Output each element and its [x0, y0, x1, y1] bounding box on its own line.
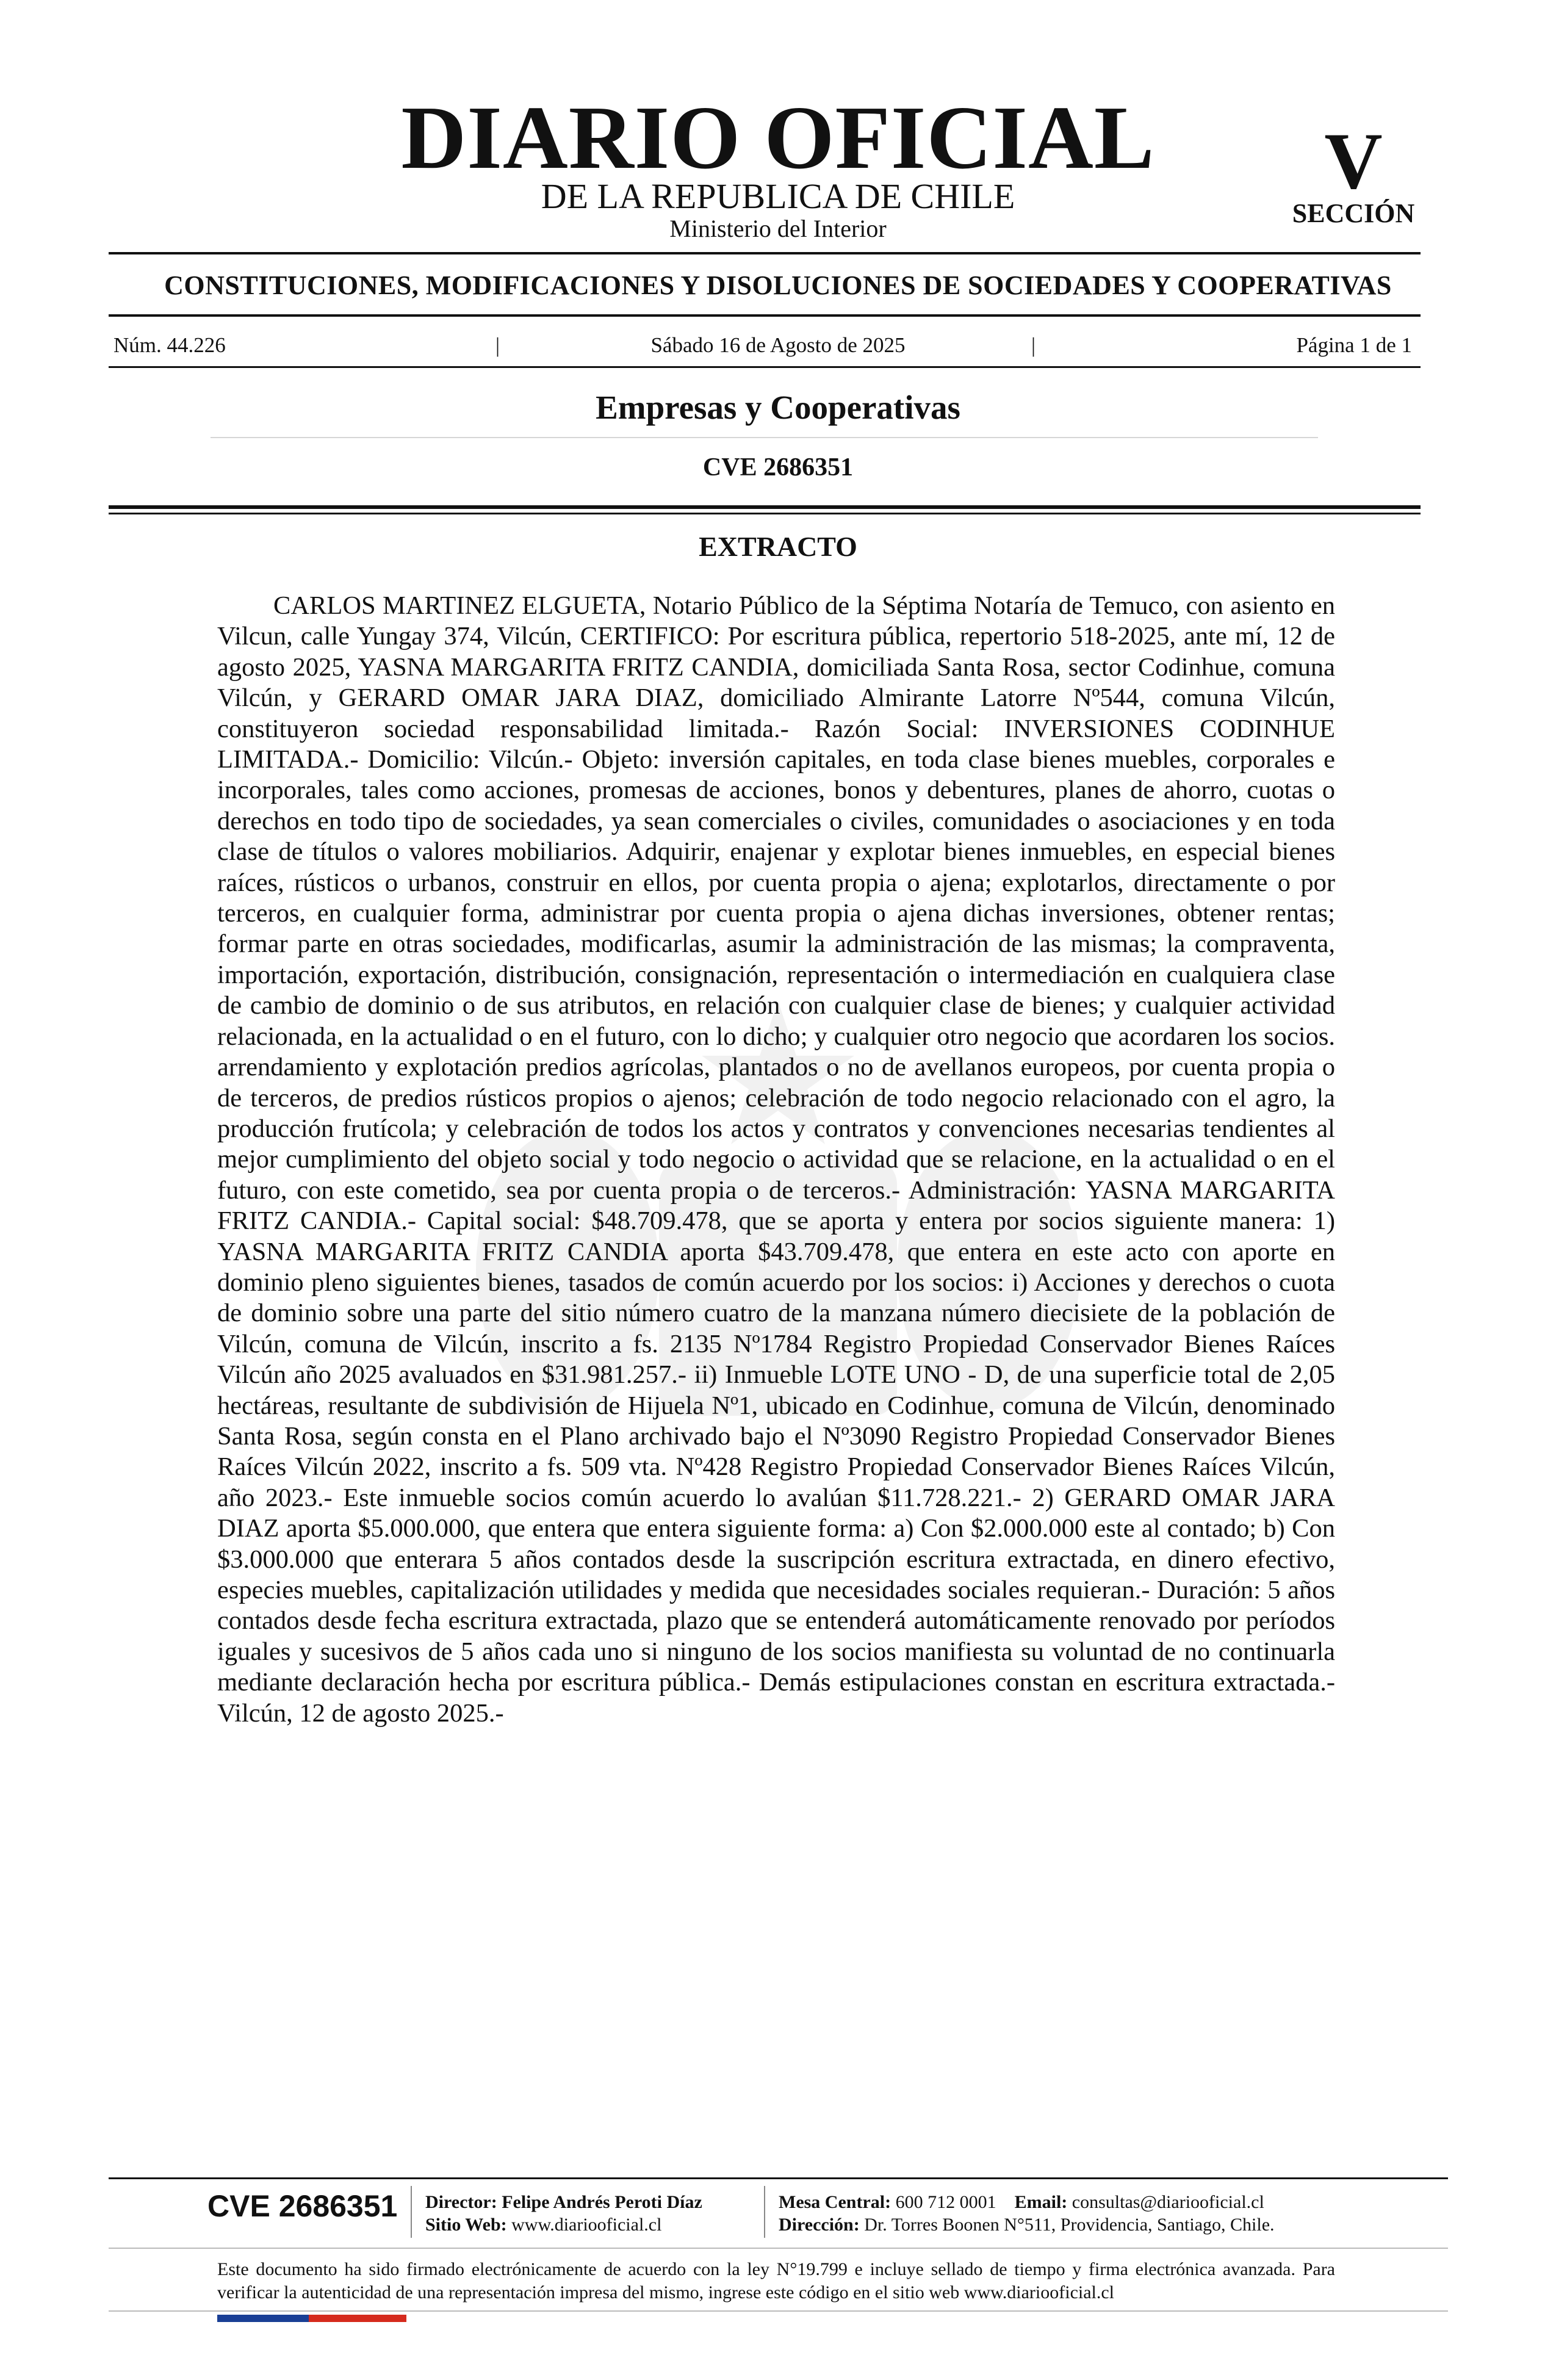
issue-date: Sábado 16 de Agosto de 2025 — [650, 333, 906, 357]
section-letter: V — [1324, 116, 1383, 206]
email-link[interactable]: consultas@diariooficial.cl — [1072, 2192, 1264, 2212]
header-rule-top — [109, 252, 1421, 254]
footer-director-block — [425, 2191, 767, 2236]
flag-stripe-blue — [217, 2315, 309, 2322]
director-label: Director: — [425, 2192, 497, 2212]
footer-rule-top — [109, 2177, 1448, 2179]
section-word: SECCIÓN — [1292, 198, 1415, 228]
masthead-ministry: Ministerio del Interior — [669, 215, 887, 242]
director-name: Felipe Andrés Peroti Díaz — [502, 2192, 702, 2212]
masthead-subtitle: DE LA REPUBLICA DE CHILE — [541, 176, 1015, 216]
flag-stripe-red — [309, 2315, 406, 2322]
section-heading-underline — [211, 437, 1318, 438]
footer-divider — [764, 2186, 765, 2238]
document-title: EXTRACTO — [699, 531, 857, 562]
double-rule-bottom — [109, 513, 1421, 514]
footer-rule-middle — [109, 2248, 1448, 2249]
address-label: Dirección: — [779, 2215, 860, 2235]
footer-cve-code: CVE 2686351 — [207, 2189, 398, 2223]
document-body: CARLOS MARTINEZ ELGUETA, Notario Público de la Séptima Notaría de Temuco, con asiento en Vilcun, calle Yungay 374, Vilcún, CERTIFICO: Por escritura pública, repertorio 518-2025, ante mí, 12 de agosto 2025, YASNA MARGARITA FRITZ CANDIA, domiciliada Santa Rosa, sector Codinhue, comuna Vilcún, y GERARD OMAR JARA DIAZ, domiciliado Almirante Latorre Nº544, comuna Vilcún, constituyeron sociedad responsabilidad limitada.- Razón Social: INVERSIONES CODINHUE LIMITADA.- Domicilio: Vilcún.- Objeto: inversión capitales, en toda clase bienes muebles, corporales e incorporales, tales como acciones, promesas de acciones, bonos y debentures, planes de ahorro, cuotas o derechos en todo tipo de sociedades, ya sean comerciales o civiles, comunidades o asociaciones y en toda clase de títulos o valores mobiliarios. Adquirir, enajenar y explotar bienes inmuebles, en especial bienes raíces, rústicos o urbanos, construir en ellos, por cuenta propia o ajena; explotarlos, directamente o por terceros, en cualquier forma, administrar por cuenta propia o ajena dichas inversiones, obtener rentas; formar parte en otras sociedades, modificarlas, asumir la administración de las mismas; la compraventa, importación, exportación, distribución, consignación, representación o intermediación en cualquiera clase de cambio de dominio o de sus atributos, en relación con cualquier clase de bienes; y cualquier actividad relacionada, en la actualidad o en el futuro, con lo dicho; y cualquier otro negocio que acordaren los socios. arrendamiento y explotación predios agrícolas, plantados o no de avellanos europeos, por cuenta propia o de terceros, de predios rústicos propios o ajenos; celebración de todo negocio relacionado con el agro, la producción frutícola; y celebración de todos los actos y contratos y convenciones necesarias tendientes al mejor cumplimiento del objeto social y todo negocio o actividad que se relacione, en la actualidad o en el futuro, con este cometido, sea por cuenta propia o de terceros.- Administración: YASNA MARGARITA FRITZ CANDIA.- Capital social: $48.709.478, que se aporta y entera por socios siguiente manera: 1) YASNA MARGARITA FRITZ CANDIA aporta $43.709.478, que entera en este acto con aporte en dominio pleno siguientes bienes, tasados de común acuerdo por los socios: i) Acciones y derechos o cuota de dominio sobre una parte del sitio número cuatro de la manzana número diecisiete de la población de Vilcún, comuna de Vilcún, inscrito a fs. 2135 Nº1784 Registro Propiedad Conservador Bienes Raíces Vilcún año 2025 avaluados en $31.981.257.- ii) Inmueble LOTE UNO - D, de una superficie total de 2,05 hectáreas, resultante de subdivisión de Hijuela Nº1, ubicado en Codinhue, comuna de Vilcún, denominado Santa Rosa, según consta en el Plano archivado bajo el Nº3090 Registro Propiedad Conservador Bienes Raíces Vilcún 2022, inscrito a fs. 509 vta. Nº428 Registro Propiedad Conservador Bienes Raíces Vilcún, año 2023.- Este inmueble socios común acuerdo lo avalúan $11.728.221.- 2) GERARD OMAR JARA DIAZ aporta $5.000.000, que entera que entera siguiente forma: a) Con $2.000.000 este al contado; b) Con $3.000.000 que enterara 5 años contados desde la suscripción escritura extractada, en dinero efectivo, especies muebles, capitalización utilidades y medida que necesidades sociales requieran.- Duración: 5 años contados desde fecha escritura extractada, plazo que se entenderá automáticamente renovado por períodos iguales y sucesivos de 5 años cada uno si ninguno de los socios manifiesta su voluntad de no continuarla mediante declaración hecha por escritura pública.- Demás estipulaciones constan en escritura extractada.- Vilcún, 12 de agosto 2025.- — [217, 591, 1335, 1728]
masthead-title: DIARIO OFICIAL — [401, 88, 1155, 188]
footer-divider — [411, 2186, 412, 2238]
address-text: Dr. Torres Boonen N°511, Providencia, Santiago, Chile. — [864, 2215, 1275, 2235]
phone-label: Mesa Central: — [779, 2192, 891, 2212]
meta-separator: | — [495, 333, 500, 357]
meta-separator: | — [1031, 333, 1036, 357]
cve-code: CVE 2686351 — [702, 453, 854, 481]
double-rule-top — [109, 505, 1421, 509]
page-number: Página 1 de 1 — [1296, 333, 1412, 357]
phone-number: 600 712 0001 — [895, 2192, 996, 2212]
issue-number: Núm. 44.226 — [113, 333, 226, 357]
footer-contact-block — [779, 2191, 1389, 2236]
email-label: Email: — [1014, 2192, 1068, 2212]
footer-rule-bottom — [109, 2310, 1448, 2312]
category-rule-bottom — [109, 314, 1421, 317]
section-heading: Empresas y Cooperativas — [596, 389, 960, 426]
meta-rule-bottom — [109, 366, 1421, 368]
website-label: Sitio Web: — [425, 2215, 507, 2235]
website-link[interactable]: www.diariooficial.cl — [511, 2215, 662, 2235]
category-heading: CONSTITUCIONES, MODIFICACIONES Y DISOLUCIONES DE SOCIEDADES Y COOPERATIVAS — [164, 270, 1392, 300]
signature-note: Este documento ha sido firmado electrónicamente de acuerdo con la ley N°19.799 e incluye sellado de tiempo y firma electrónica avanzada. Para verificar la autenticidad de una representación impresa del mismo, ingrese este código en el sitio web www.diariooficial.cl — [217, 2259, 1335, 2302]
